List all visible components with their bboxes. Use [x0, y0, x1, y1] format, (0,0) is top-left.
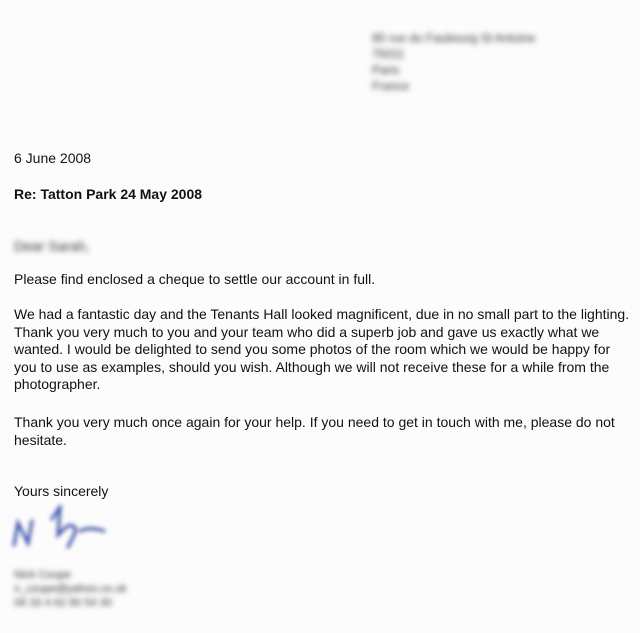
body-paragraph: We had a fantastic day and the Tenants Hall looked magnificent, due in no small part to the lighting. Thank you very much to you and your team who did a superb job and gave us exactly what we wanted. I would be delighted to send you some photos of the room which we would be happy for you to use as examples, should you wish. Although we will not receive these for a while from the photographer.	[14, 306, 630, 393]
handwritten-signature	[8, 505, 118, 560]
closing: Yours sincerely	[14, 483, 109, 499]
letter-subject: Re: Tatton Park 24 May 2008	[14, 186, 203, 202]
sender-phone: 06 33 4 62 90 54 30	[14, 597, 112, 609]
body-paragraph: Please find enclosed a cheque to settle our account in full.	[14, 271, 376, 287]
address-line: 75011	[372, 47, 405, 61]
body-paragraph: Thank you very much once again for your help. If you need to get in touch with me, please do not hesitate.	[14, 414, 615, 448]
sender-email: n_coupe@yahoo.co.uk	[14, 583, 127, 595]
salutation: Dear Sarah,	[14, 238, 90, 254]
address-line: Paris	[372, 63, 400, 77]
address-line: France	[372, 79, 410, 93]
recipient-address	[372, 30, 535, 94]
sender-details	[14, 568, 127, 610]
letter-date: 6 June 2008	[14, 150, 92, 166]
sender-name: Nick Coupe	[14, 569, 71, 581]
address-line: 85 rue du Faubourg St Antoine	[372, 31, 536, 45]
